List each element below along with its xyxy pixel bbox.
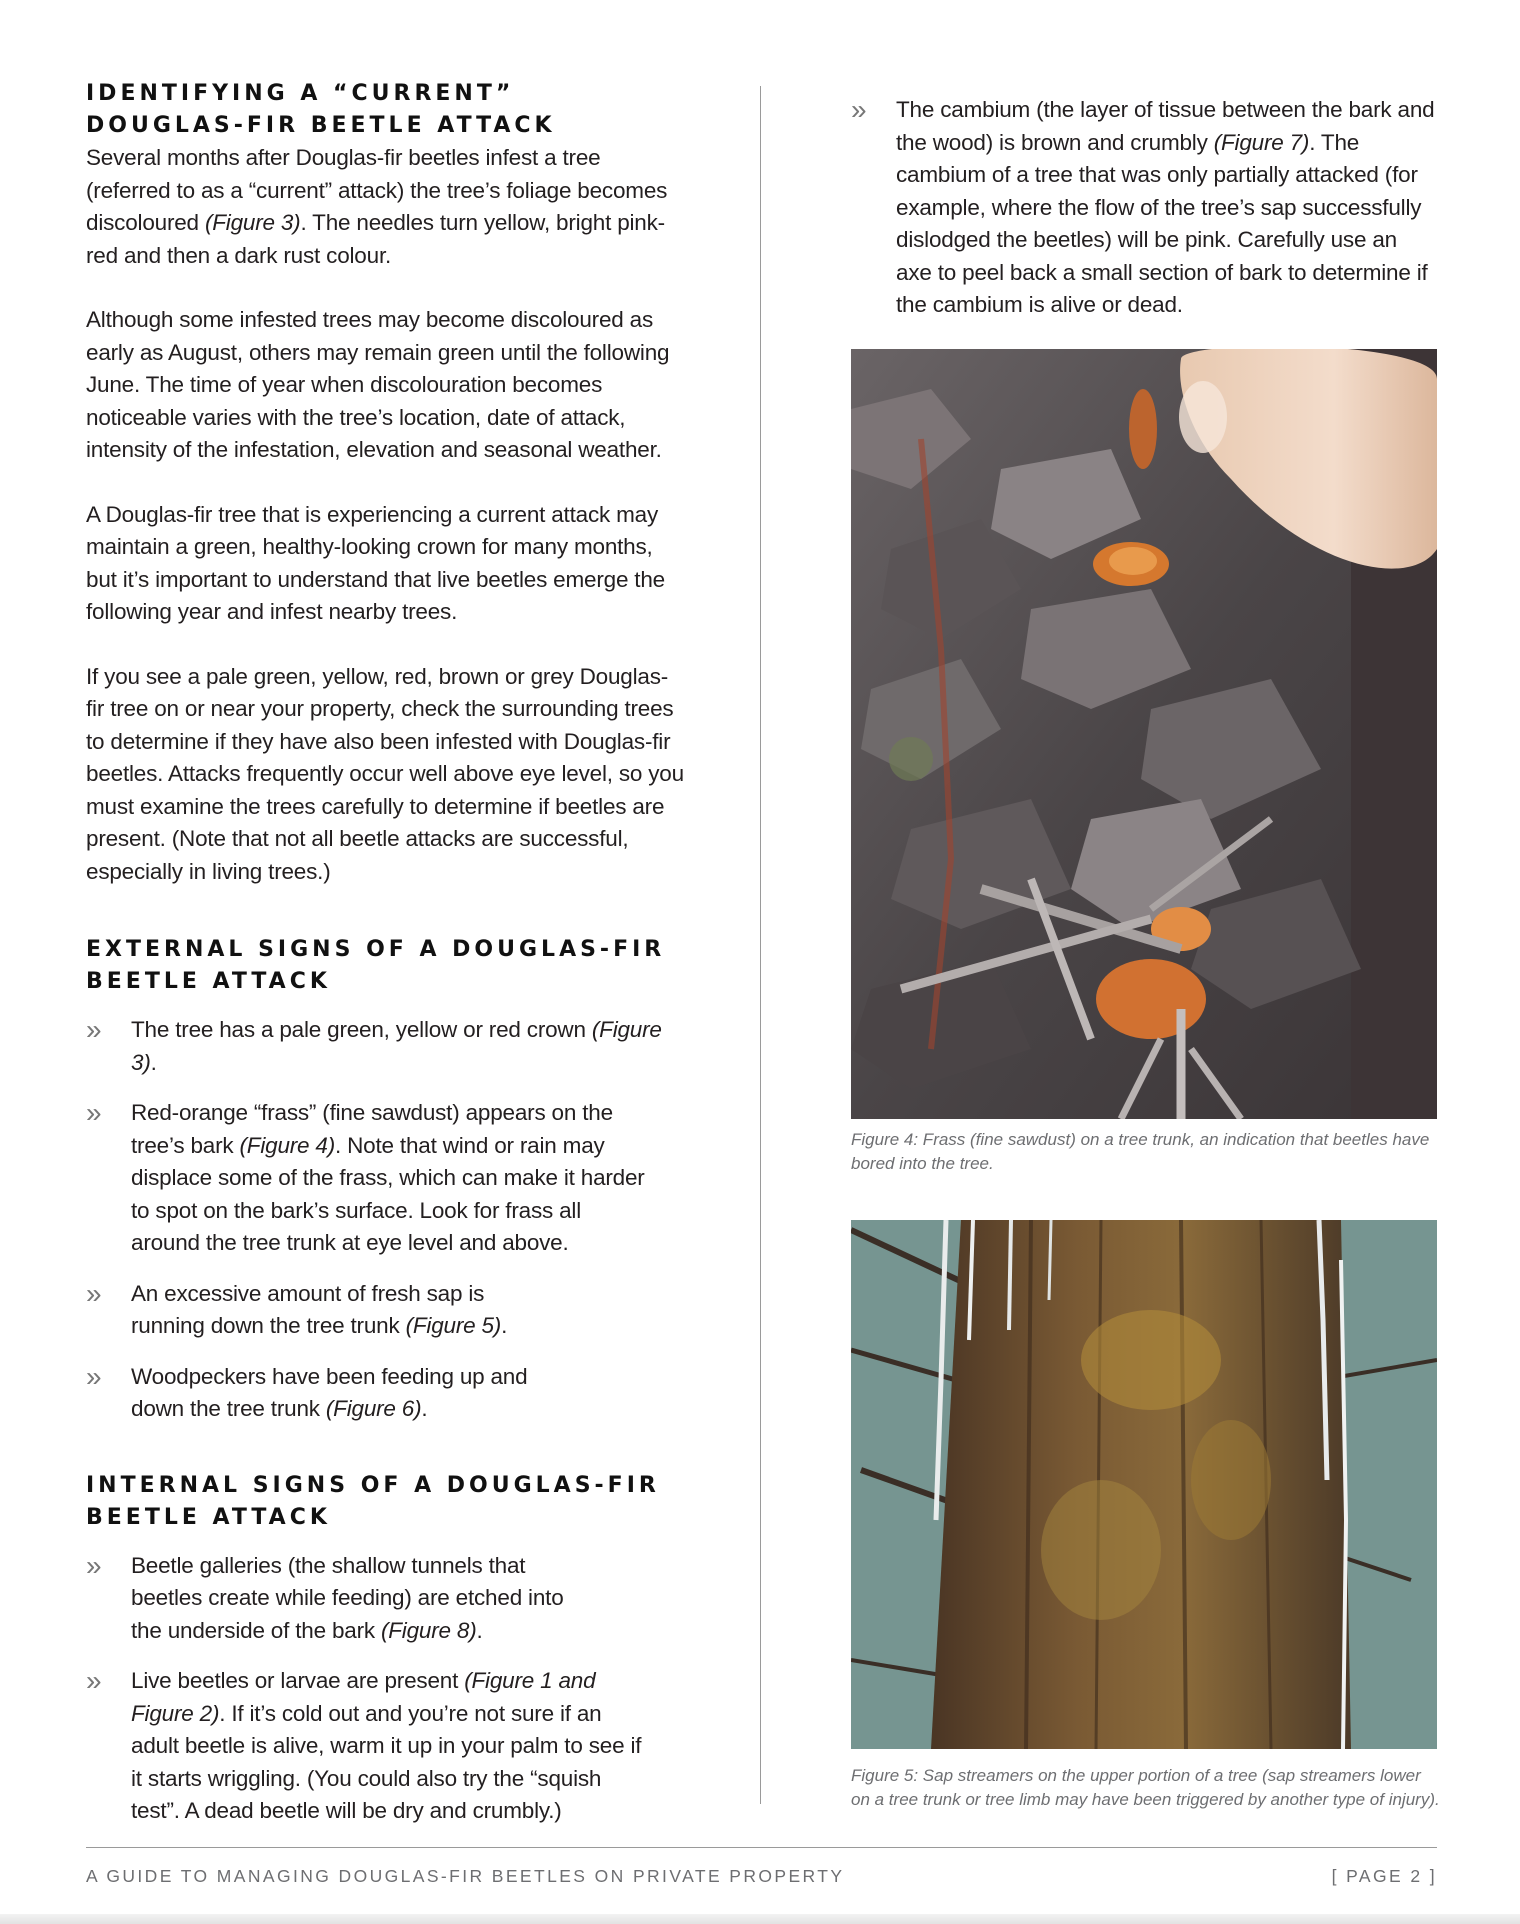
figure-5-caption: Figure 5: Sap streamers on the upper portion of a tree (sap streamers lower on a tree trunk or tree limb may have been triggered by another type of injury). bbox=[851, 1766, 1440, 1809]
figure-4-caption: Figure 4: Frass (fine sawdust) on a tree trunk, an indication that beetles have bored into the tree. bbox=[851, 1130, 1430, 1173]
figure-reference: (Figure 3) bbox=[131, 1017, 662, 1075]
internal-signs-list bbox=[86, 1550, 686, 1828]
bullet-marker: » bbox=[86, 1277, 102, 1309]
bullet-marker: » bbox=[86, 1549, 102, 1581]
figure-reference: (Figure 3) bbox=[204, 210, 301, 235]
right-column bbox=[851, 78, 1437, 340]
paragraph-timing: Although some infested trees may become discoloured as early as August, others may remain green until the following June. The time of year when discolouration becomes noticeable varies with the tree’s location, date of attack, intensity of the infestation, elevation and seasonal weather. bbox=[86, 307, 670, 462]
figure-reference: (Figure 4) bbox=[239, 1132, 336, 1158]
footer-guide-title: A GUIDE TO MANAGING DOUGLAS-FIR BEETLES ON PRIVATE PROPERTY bbox=[86, 1866, 845, 1886]
figure-reference: (Figure 8) bbox=[380, 1617, 477, 1643]
section-heading-identifying bbox=[86, 78, 686, 142]
list-item: » The tree has a pale green, yellow or red crown (Figure 3). bbox=[86, 1014, 662, 1075]
footer-rule bbox=[86, 1847, 1437, 1848]
column-divider bbox=[760, 86, 761, 1804]
external-signs-list bbox=[86, 1014, 686, 1426]
section-heading-external-signs bbox=[86, 934, 686, 998]
heading-line: IDENTIFYING A “CURRENT” bbox=[86, 81, 515, 106]
list-item: » An excessive amount of fresh sap is running down the tree trunk (Figure 5). bbox=[86, 1277, 508, 1338]
bullet-marker: » bbox=[851, 94, 867, 125]
figure-reference: (Figure 6) bbox=[325, 1396, 422, 1421]
list-item: » Live beetles or larvae are present (Figure 1 and Figure 2). If it’s cold out and you’re not sure if an adult beetle is alive, warm it up in your palm to see if it starts wriggling. (You could also try the “squish test”. A dead beetle will be dry and crumbly.) bbox=[86, 1665, 642, 1823]
figure-reference: (Figure 1 and Figure 2) bbox=[131, 1668, 596, 1726]
list-item: » Red-orange “frass” (fine sawdust) appears on the tree’s bark (Figure 4). Note that wind or rain may displace some of the frass, which can make it harder to spot on the bark’s surface. Look for frass all around the tree trunk at eye level and above. bbox=[86, 1097, 645, 1255]
figure-reference: (Figure 7) bbox=[1213, 129, 1310, 155]
paragraph-check-trees: If you see a pale green, yellow, red, brown or grey Douglas-fir tree on or near your property, check the surrounding trees to determine if they have also been infested with Douglas-fir beetles. Attacks frequently occur well above eye level, so you must examine the trees carefully to determine if beetles are present. (Note that not all beetle attacks are successful, especially in living trees.) bbox=[86, 663, 684, 884]
list-item: » The cambium (the layer of tissue between the bark and the wood) is brown and crumbly (Figure 7). The cambium of a tree that was only partially attacked (for example, where the flow of the tree’s sap successfully dislodged the beetles) will be pink. Carefully use an axe to peel back a small section of bark to determine if the cambium is alive or dead. bbox=[851, 94, 1435, 317]
figure-5-photo bbox=[851, 1220, 1437, 1749]
heading-line: BEETLE ATTACK bbox=[86, 969, 331, 994]
figure-4-photo bbox=[851, 349, 1437, 1119]
paragraph-foliage: Several months after Douglas-fir beetles infest a tree (referred to as a “current” attack) the tree’s foliage becomes discoloured (Figure 3). The needles turn yellow, bright pink-red and then a dark rust colour. bbox=[86, 145, 668, 268]
page-number: [ PAGE 2 ] bbox=[1331, 1866, 1437, 1886]
section-heading-internal-signs bbox=[86, 1470, 686, 1534]
heading-line: INTERNAL SIGNS OF A DOUGLAS-FIR bbox=[86, 1472, 660, 1498]
heading-line: EXTERNAL SIGNS OF A DOUGLAS-FIR bbox=[86, 937, 666, 962]
list-item: » Woodpeckers have been feeding up and down the tree trunk (Figure 6). bbox=[86, 1360, 528, 1421]
heading-line: DOUGLAS-FIR BEETLE ATTACK bbox=[86, 113, 556, 138]
left-column bbox=[86, 78, 686, 1846]
paragraph-green-crown: A Douglas-fir tree that is experiencing a current attack may maintain a green, healthy-looking crown for many months, but it’s important to understand that live beetles emerge the following year and infest nearby trees. bbox=[86, 501, 665, 624]
page-edge bbox=[0, 1914, 1520, 1924]
bullet-marker: » bbox=[86, 1360, 102, 1392]
bullet-marker: » bbox=[86, 1014, 102, 1045]
heading-line: BEETLE ATTACK bbox=[86, 1504, 331, 1530]
bullet-marker: » bbox=[86, 1665, 102, 1696]
bullet-marker: » bbox=[86, 1097, 102, 1128]
internal-signs-list-continued bbox=[851, 94, 1437, 322]
figure-reference: (Figure 5) bbox=[405, 1313, 502, 1338]
list-item: » Beetle galleries (the shallow tunnels that beetles create while feeding) are etched into the underside of the bark (Figure 8). bbox=[86, 1549, 564, 1643]
